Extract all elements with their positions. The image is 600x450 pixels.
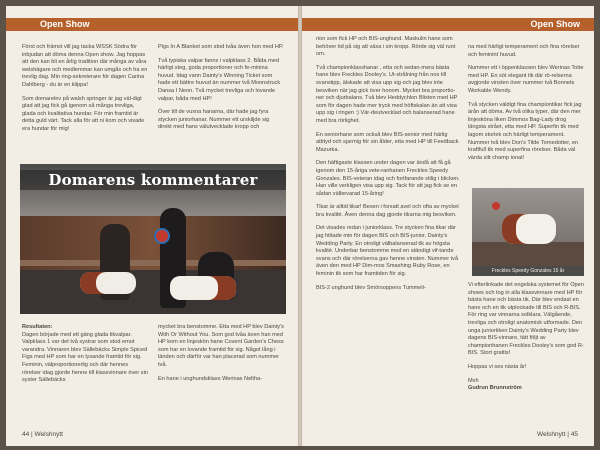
signature: Gudrun Brunnström (468, 385, 522, 392)
results-heading: Resultaten: (22, 324, 53, 330)
right-col1-p4: Den häftigaste klassen under dagen var ändå att få gå igenom den 15-åriga vete-ranhanen Freckles Speedy Gonzales. BIS-veteran idag och fortfarande stilig i blicken. Han ville verkligen visa upp sig. Tack för att jag fick se en sådan välbevarad 15-åring! (316, 160, 460, 197)
left-col-2 (158, 44, 284, 138)
left-col1-p1: Först och främst vill jag tacka WSSK Södra för inbjudan att döma denna Open show. Jag hoppas att den kan bli en årlig tradition där många av våra welshägare och medlemmar kan umgås och ha en trevlig dag. Min ring-sekreterare för dagen Carina Dahlberg - du är en klippa! (22, 44, 148, 88)
right-header-title: Open Show (530, 19, 580, 29)
right-page-header (302, 18, 594, 31)
left-header-title: Open Show (40, 19, 90, 29)
left-col-4 (158, 324, 284, 389)
left-page-footer: 44 | Welshnytt (22, 431, 63, 438)
right-col-3 (468, 282, 584, 393)
right-col3-p2: Hoppas vi ses nästa år! (468, 363, 527, 370)
dog-photo-caption: Freckles Speedy Gonzales 15 år (472, 266, 584, 276)
right-col1-p5: Tikar är alltid tikar! Besen i forsatt avel och ofta av mycket bra kvalité. Även denna dag gjorde tikarna mig besviken. (316, 204, 459, 218)
magazine-spread (6, 6, 594, 446)
photo2-dog (502, 214, 556, 244)
left-col4-p2: En hane i unghundsklass Werinas Neltha- (158, 375, 263, 382)
right-col1-p2: Två championklasshanar , etta och sedan-mera bästa hane blev Freckles Dooley's. Ut-strålning från nos till svanstipp, älskade att visa upp sig och jag blev inte besviken när jag gick över honom. Mycket bra proportio-ner och djurbalans. Två blev Heddychlon Blixten med HP som för dagen hade mer tryck med höftskalan än att visa upp sig i ringen :) Vär-deutvecklad och balanserad hane med bra rörlighet. (316, 64, 458, 124)
right-col2-p1: na med härligt temperament och fina rörelser och feminint huvud. (468, 44, 580, 58)
left-col2-p3: Över till de vuxna hanarna, där hade jag fyra stycken juniorhanar. Nummer ett urskiljde sig direkt med hans välutvecklade kropp och (158, 109, 270, 131)
left-col2-p2: Två typiska valpar fanns i valpklass 2. Båda med härligt steg, goda proportioner och fe-minina huvud. Idag vann Dainty's Winning Ticket som hade ett bättre huvud än nummer två Moonstruck Dansa I Neon. Två mycket trevliga och lovande valpar, båda med HP! (158, 57, 281, 102)
left-col1-p2: Som domarelev på walsh springer är jag väl-digt glad att jag fick gå igenom så många trevliga, glada och kvalitativa hundar. För min framtid är detta guld värt. Tack alla för att ni kom och visade era hundar för mig! (22, 95, 145, 132)
dog-left (80, 272, 136, 294)
photo2-floor (472, 242, 584, 266)
right-col3-p1: Vi efterlinkade det engelska systemet för Open shows och tog in alla klassvinnare med HP för bästa hane och bästa tik. Där blev endast en hane och en tik utplockade till BIS och R-BIS. För ring var vinnarna solklara. Välgående, trevliga och otroligt anatomisk utformade. Den unga juniortiken Dainty's Wedding Party blev dagens BIS-vinnare, tätt följt av championhanen Freckles Dooley's som god R-BIS. Stort grattis! (468, 282, 584, 357)
left-col3-p1: Dagen började med ett gäng glada tikvalpar. Valpklass 1 var det två systrar som stod emot varandra. Vinnaren blev Sällebäcks Simple Spiced Figs med HP som har en lysande framtid för sig. Feminin, välproportionerlig och där hennes rörelser idag gjorde henne till klassvinnare över sin syster Sällebäcks (22, 331, 148, 384)
photo-title: Domarens kommentarer (48, 171, 258, 189)
left-page (6, 6, 298, 446)
left-col-1 (22, 44, 148, 140)
photo-floor (20, 270, 286, 314)
right-col1-p6: Det visades redan i juniorklass. Tre stycken fina tikar där jag hittade min för dagen BIS och BIS-junior, Dainty's Wedding Party. En otroligt välbalanserad tik av högsta kvalité. Underbar benstomme med en ständigt vif-tande svans och där rörelserna gav henne vinsten. Nummer två även den med HP Dim-mos Smashing Ruby Rose, en feminin tik som har framtiden för sig. (316, 225, 459, 278)
left-page-header (6, 18, 298, 31)
sign-off: Mvh (468, 377, 479, 384)
right-col2-p3: Två stycken väldigt fina championtikar fick jag ärån att döma. Av två olika typer, där den mer linjesköna liken Dimmos Bag-Lady drog längsta strået, etta med HP. Superfin tik med lagom storlek och härligt temperament. Nummer två blev Don's Tilde Tornedotter, en kraftfull tik med superfina rörelser. Båda väl värda sitt champ ionat! (468, 101, 582, 161)
right-page-footer: Welshnytt | 45 (537, 431, 578, 438)
rosette (154, 228, 170, 244)
right-col1-p1: rion som fick HP och BIS-unghund. Maskulin hane som behöver tid på sig att växa i sin kropp. Rörde sig väl runt om. (316, 36, 456, 58)
photo2-rosette (492, 202, 500, 210)
dog-right (170, 276, 236, 300)
right-col1-p7: BIS-2 unghund blev Smörsoppens Tummeli- (316, 284, 426, 291)
judge-photo (20, 164, 286, 314)
right-col1-p3: En seniorhane som också blev BIS-senior med härlig attityd och sjarmig för sin ålder, etta med HP till Feedback Mazurka. (316, 131, 459, 153)
left-col2-p1: Pigs In A Blanket som stod tvåa även hon med HP. (158, 44, 284, 50)
left-col-3 (22, 324, 148, 391)
left-col4-p1: mycket bra benstomme. Etta med HP blev Dainty's With Or Without You. Som god tvåa även han med HP kom en linjeskön hane Covent Garden's Chess som har en lovande framtid för sig. Något lång i länden och därför var han placerad som nummer två. (158, 324, 284, 368)
right-col2-p2: Nummer ett i öppenklassen blev Werinas Totte med HP. En söt elegant tik där rö-relserna avgjorde vinsten över nummer två Bonnets Workable Wendy. (468, 65, 584, 94)
right-page (302, 6, 594, 446)
dog-photo (472, 188, 584, 266)
right-col-1 (316, 36, 460, 298)
right-col-2 (468, 44, 584, 168)
photo-fence (20, 260, 286, 266)
